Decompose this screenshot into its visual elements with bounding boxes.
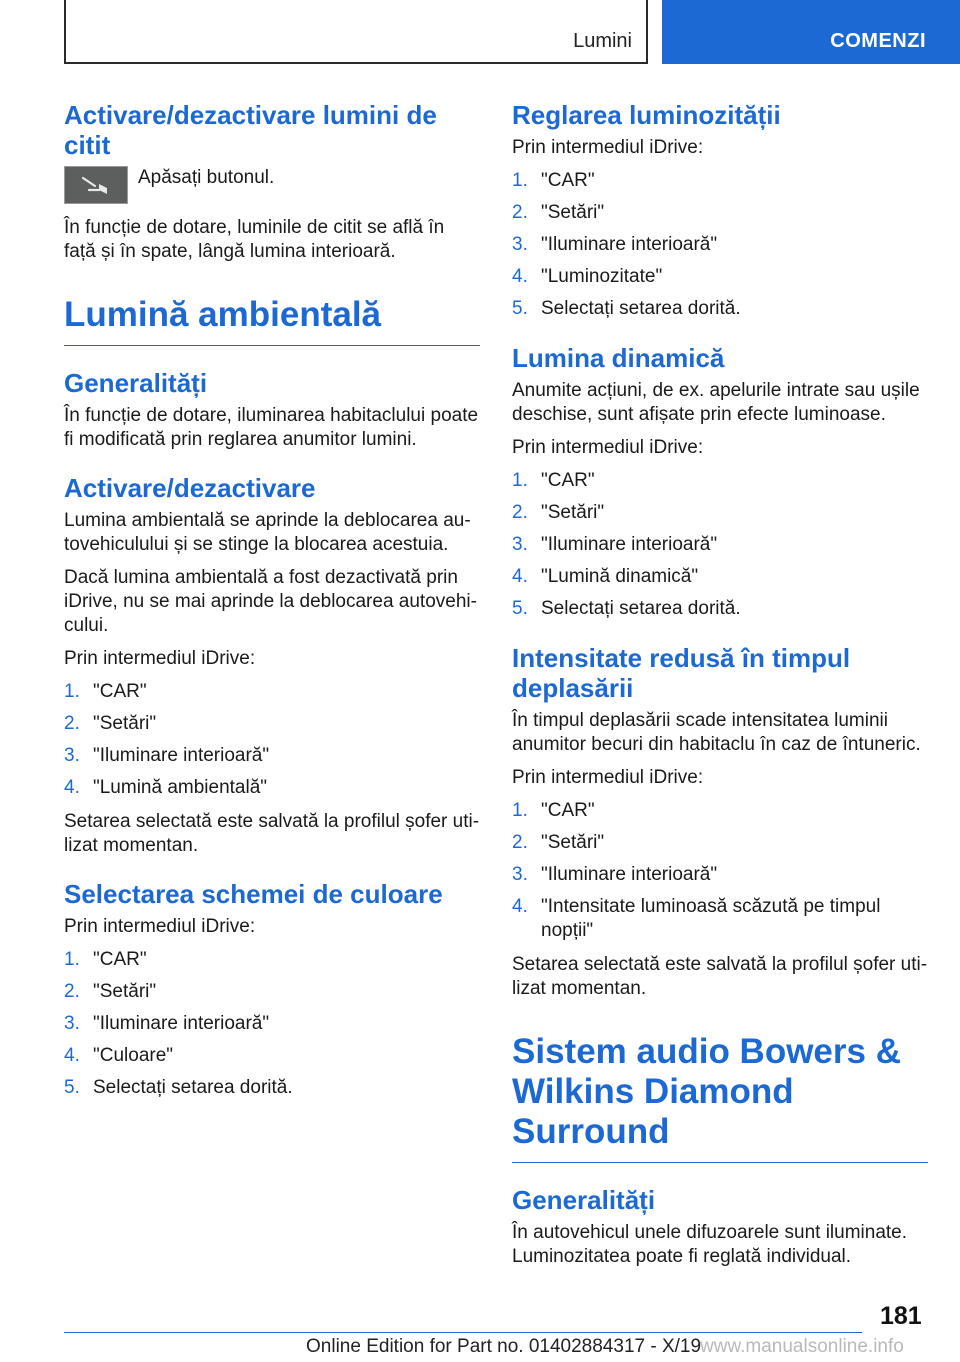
edition-text: Online Edition for Part no. 01402884317 - X/19 bbox=[306, 1336, 702, 1357]
page-number: 181 bbox=[880, 1302, 922, 1330]
list-item: 1. "CAR" bbox=[64, 949, 147, 970]
list-item: 1. "CAR" bbox=[512, 800, 595, 821]
header-section-title: Lumini bbox=[573, 30, 632, 52]
color-steps bbox=[64, 948, 480, 1100]
list-item: 3. "Iluminare interioară" bbox=[512, 234, 718, 255]
onoff-saved-note: Setarea selectată este salvată la profilul șofer uti-lizat momentan. bbox=[64, 811, 480, 856]
list-item: 3. "Iluminare interioară" bbox=[64, 745, 270, 766]
dynamic-via: Prin intermediul iDrive: bbox=[512, 437, 704, 458]
header-chapter-box bbox=[662, 0, 960, 64]
dynamic-steps bbox=[512, 469, 928, 621]
header-chapter-title: COMENZI bbox=[830, 30, 926, 52]
list-item: 1. "CAR" bbox=[512, 170, 595, 191]
ambient-light-heading: Lumină ambientală bbox=[64, 295, 480, 346]
list-item: 1. "CAR" bbox=[512, 470, 595, 491]
reading-light-button-icon bbox=[64, 166, 128, 204]
list-item: 3. "Iluminare interioară" bbox=[64, 1013, 270, 1034]
onoff-heading: Activare/dezactivare bbox=[64, 473, 316, 503]
reduced-saved-note: Setarea selectată este salvată la profilul șofer uti-lizat momentan. bbox=[512, 954, 928, 999]
list-item: 3. "Iluminare interioară" bbox=[512, 534, 718, 555]
list-item: 5. Selectați setarea dorită. bbox=[512, 298, 741, 319]
header-section-box bbox=[64, 0, 648, 64]
list-item: 4. "Luminozitate" bbox=[512, 266, 663, 287]
list-item: 4. "Lumină dinamică" bbox=[512, 566, 699, 587]
audio-general-heading: Generalități bbox=[512, 1185, 656, 1215]
reduced-text: În timpul deplasării scade intensitatea luminii anumitor becuri din habitaclu în caz de întuneric. bbox=[512, 710, 921, 755]
right-column bbox=[512, 100, 928, 1278]
general-heading: Generalități bbox=[64, 368, 208, 398]
brightness-via: Prin intermediul iDrive: bbox=[512, 137, 704, 158]
footer-divider bbox=[64, 1332, 862, 1333]
onoff-steps bbox=[64, 680, 480, 800]
list-item: 1. "CAR" bbox=[64, 681, 147, 702]
brightness-steps bbox=[512, 169, 928, 321]
list-item: 4. "Culoare" bbox=[64, 1045, 174, 1066]
left-column bbox=[64, 100, 480, 1110]
reading-lights-text: În funcție de dotare, luminile de citit se află în față și în spate, lângă lumina interioară. bbox=[64, 217, 445, 262]
list-item: 5. Selectați setarea dorită. bbox=[512, 598, 741, 619]
button-instruction: Apăsați butonul. bbox=[138, 167, 275, 188]
button-row bbox=[64, 166, 480, 204]
list-item: 2. "Setări" bbox=[64, 981, 157, 1002]
reduced-via: Prin intermediul iDrive: bbox=[512, 767, 704, 788]
reduced-steps bbox=[512, 799, 928, 943]
list-item: 2. "Setări" bbox=[512, 202, 605, 223]
color-via: Prin intermediul iDrive: bbox=[64, 916, 256, 937]
reduced-intensity-heading: Intensitate redusă în timpul deplasării bbox=[512, 643, 851, 703]
audio-system-heading: Sistem audio Bowers & Wilkins Diamond Surround bbox=[512, 1032, 928, 1163]
list-item: 2. "Setări" bbox=[512, 502, 605, 523]
list-item: 3. "Iluminare interioară" bbox=[512, 864, 718, 885]
list-item: 2. "Setări" bbox=[64, 713, 157, 734]
list-item: 4. "Lumină ambientală" bbox=[64, 777, 268, 798]
dynamic-light-heading: Lumina dinamică bbox=[512, 343, 725, 373]
list-item: 5. Selectați setarea dorită. bbox=[64, 1077, 293, 1098]
onoff-via: Prin intermediul iDrive: bbox=[64, 648, 256, 669]
color-scheme-heading: Selectarea schemei de culoare bbox=[64, 879, 443, 909]
onoff-text-2: Dacă lumina ambientală a fost dezactivată prin iDrive, nu se mai aprinde la deblocarea autovehi-cului. bbox=[64, 567, 477, 636]
general-text: În funcție de dotare, iluminarea habitaclului poate fi modificată prin reglarea anumitor lumini. bbox=[64, 405, 479, 450]
brightness-heading: Reglarea luminozității bbox=[512, 100, 781, 130]
reading-lights-heading: Activare/dezactivare lumini de citit bbox=[64, 100, 437, 160]
list-item: 2. "Setări" bbox=[512, 832, 605, 853]
audio-general-text: În autovehicul unele difuzoarele sunt iluminate. Luminozitatea poate fi reglată individual. bbox=[512, 1222, 908, 1267]
list-item: 4. "Intensitate luminoasă scăzută pe timpul nopții" bbox=[512, 896, 881, 941]
watermark-text: www.manualsonline.info bbox=[700, 1336, 904, 1357]
onoff-text-1: Lumina ambientală se aprinde la deblocarea au-tovehiculului și se stinge la blocarea acestuia. bbox=[64, 510, 471, 555]
dynamic-text: Anumite acțiuni, de ex. apelurile intrate sau ușile deschise, sunt afișate prin efecte luminoase. bbox=[512, 380, 920, 425]
